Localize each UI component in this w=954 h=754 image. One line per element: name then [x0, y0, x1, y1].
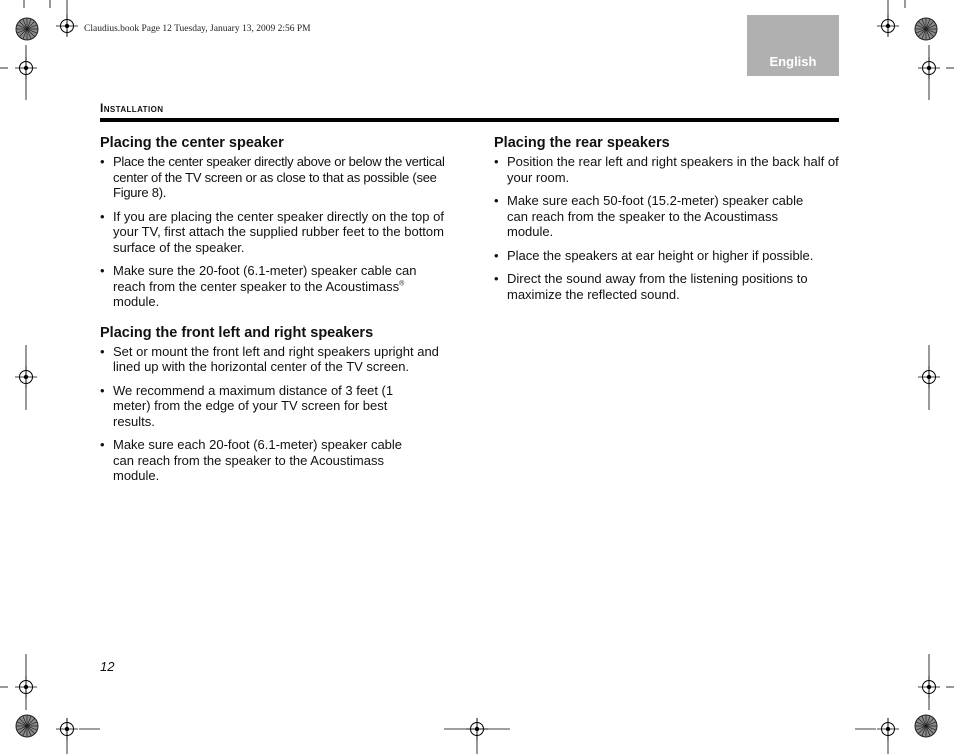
- center-speaker-list: [100, 154, 445, 310]
- page-number: 12: [100, 659, 115, 674]
- list-item: • Direct the sound away from the listening positions to maximize the reflected sound.: [494, 271, 808, 302]
- rear-speakers-heading: Placing the rear speakers: [494, 135, 670, 151]
- list-item: • Make sure each 20-foot (6.1-meter) speaker cable can reach from the speaker to the Acoustimass module.: [100, 437, 403, 483]
- section-rule: [100, 118, 839, 122]
- front-speakers-heading: Placing the front left and right speakers: [100, 324, 374, 341]
- list-item: • Place the speakers at ear height or higher if possible.: [494, 247, 814, 263]
- front-speakers-list: [100, 344, 445, 484]
- list-item: • Position the rear left and right speakers in the back half of your room.: [494, 154, 839, 185]
- center-speaker-heading: Placing the center speaker: [100, 135, 284, 151]
- list-item: • If you are placing the center speaker directly on the top of your TV, first attach the supplied rubber feet to the bottom surface of the speaker.: [100, 208, 444, 255]
- list-item: • Place the center speaker directly above or below the vertical center of the TV screen or as close to that as possible (see Figure 8).: [100, 154, 445, 200]
- registered-mark: ®: [399, 280, 405, 288]
- list-item: • Set or mount the front left and right speakers upright and lined up with the horizontal center of the TV screen.: [100, 343, 439, 374]
- language-tab-label: English: [769, 54, 817, 69]
- language-tab: [747, 15, 839, 76]
- list-item: • Make sure each 50-foot (15.2-meter) speaker cable can reach from the speaker to the Acoustimass module.: [494, 193, 804, 239]
- left-column: [100, 134, 445, 492]
- rear-speakers-list: [494, 154, 839, 302]
- file-info-line: Claudius.book Page 12 Tuesday, January 13, 2009 2:56 PM: [84, 24, 311, 34]
- list-item: • We recommend a maximum distance of 3 feet (1 meter) from the edge of your TV screen for best results.: [100, 382, 394, 429]
- section-title: Installation: [100, 101, 164, 115]
- right-column: [494, 134, 839, 310]
- list-item: • Make sure the 20-foot (6.1-meter) speaker cable can reach from the center speaker to the Acoustimass® module.: [100, 263, 417, 309]
